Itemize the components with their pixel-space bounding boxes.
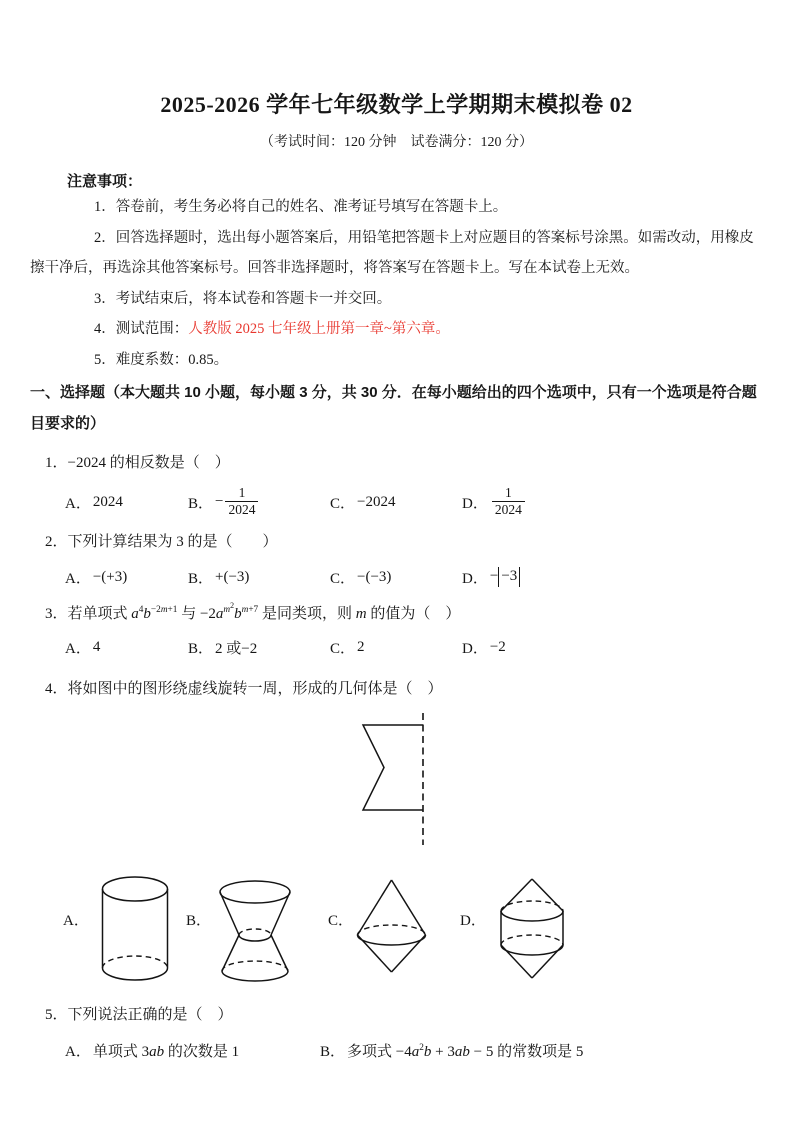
notice-item-4-label: 4．测试范围： — [94, 321, 189, 337]
q2-option-a — [65, 567, 188, 588]
option-label: B． — [188, 570, 214, 587]
question-4 — [30, 674, 763, 998]
notice-list — [30, 192, 763, 375]
option-label: C． — [330, 640, 356, 657]
q2-option-d — [462, 567, 763, 588]
notice-item-5: 5．难度系数：0.85。 — [94, 351, 229, 368]
option-label: B． — [188, 495, 214, 512]
question-5 — [30, 1000, 763, 1065]
option-label: C． — [330, 570, 356, 587]
option-label: D． — [462, 570, 488, 587]
question-4-stem: 4．将如图中的图形绕虚线旋转一周，形成的几何体是（ ） — [45, 681, 443, 697]
option-value: − −3 — [490, 567, 520, 587]
option-value: − $\frac{1}{2024}$ — [215, 486, 260, 518]
q2-option-c — [330, 567, 462, 588]
q4-option-d-cylinder-with-cones-figure — [498, 874, 566, 982]
q1-option-c — [330, 492, 462, 513]
section-1-heading: 一、选择题（本大题共 10 小题，每小题 3 分，共 30 分．在每小题给出的四个选项中，只有一个选项是符合题目要求的） — [30, 384, 757, 432]
notched-flag-shape — [363, 725, 423, 810]
question-5-options — [30, 1035, 763, 1065]
option-value: −(−3) — [357, 568, 392, 585]
question-5-stem: 5．下列说法正确的是（ ） — [45, 1007, 233, 1023]
question-1 — [30, 448, 763, 524]
notice-heading: 注意事项： — [67, 173, 143, 190]
q5-option-b — [320, 1040, 763, 1061]
question-4-figure-options — [30, 854, 763, 998]
option-value: $\frac{1}{2024}$ — [490, 486, 527, 518]
q1-option-d — [462, 486, 763, 518]
q4-rotation-figure — [30, 712, 763, 846]
option-value: −(+3) — [92, 568, 128, 585]
paper-title: 2025-2026 学年七年级数学上学期期末模拟卷 02 — [160, 92, 633, 117]
option-value: −2 — [489, 638, 506, 655]
option-label: B． — [188, 640, 214, 657]
q2-option-b — [188, 567, 330, 588]
q4-option-a-label: A． — [63, 913, 89, 929]
notice-item-2: 2．回答选择题时，选出每小题答案后，用铅笔把答题卡上对应题目的答案标号涂黑。如需改动，用橡皮擦干净后，再选涂其他答案标号。回答非选择题时，将答案写在答题卡上。写在本试卷上无效。 — [30, 229, 754, 276]
option-value: +(−3) — [215, 568, 250, 585]
q4-option-c-label: C． — [328, 913, 354, 929]
q3-option-c — [330, 637, 462, 658]
question-2 — [30, 527, 763, 592]
option-value: 多项式 $-4a^2b + 3ab - 5$ 的常数项是 5 — [347, 1042, 584, 1060]
question-3-stem: 3．若单项式 $a^4b^{-2m+1}$ 与 $-2a^{m^2}b^{m+7}$ 是同类项，则 m 的值为（ ） — [45, 600, 461, 622]
question-3 — [30, 599, 763, 662]
option-label: D． — [462, 495, 488, 512]
option-label: A． — [65, 640, 91, 657]
notice-item-4-test-range: 人教版 2025 七年级上册第一章~第六章。 — [188, 321, 450, 337]
q3-option-b — [188, 637, 330, 658]
question-1-stem: 1．−2024 的相反数是（ ） — [45, 455, 230, 471]
option-value: 单项式 3ab 的次数是 1 — [92, 1043, 240, 1060]
q3-option-a — [65, 637, 188, 658]
q1-option-b — [188, 486, 330, 518]
notice-item-4 — [30, 314, 763, 345]
q4-option-b-hourglass-figure — [218, 880, 292, 985]
option-value: 4 — [92, 638, 101, 655]
question-1-options — [30, 480, 763, 524]
option-label: A． — [65, 495, 91, 512]
question-2-stem: 2．下列计算结果为 3 的是（ ） — [45, 534, 278, 550]
option-value: 2 或−2 — [215, 640, 258, 657]
q4-option-c-bicone-figure — [355, 876, 428, 976]
option-value: −2024 — [357, 493, 396, 510]
option-label: D． — [462, 640, 488, 657]
q4-option-b-label: B． — [186, 913, 212, 929]
q4-option-a-cylinder-figure — [100, 875, 170, 985]
option-value: 2024 — [92, 493, 123, 510]
option-label: A． — [65, 570, 91, 587]
question-3-options — [30, 632, 763, 662]
option-label: B． — [320, 1043, 346, 1060]
q1-option-a — [65, 492, 188, 513]
q4-option-d-label: D． — [460, 913, 486, 929]
exam-info: （考试时间：120 分钟 试卷满分：120 分） — [260, 135, 533, 150]
option-label: C． — [330, 495, 356, 512]
question-2-options — [30, 562, 763, 592]
notice-item-3: 3．考试结束后，将本试卷和答题卡一并交回。 — [94, 290, 392, 307]
notice-item-1: 1．答卷前，考生务必将自己的姓名、准考证号填写在答题卡上。 — [94, 199, 508, 215]
option-label: A． — [65, 1043, 91, 1060]
option-value: 2 — [357, 638, 365, 655]
q5-option-a — [65, 1040, 320, 1061]
q3-option-d — [462, 637, 763, 658]
flag-with-notch-figure — [350, 712, 486, 846]
